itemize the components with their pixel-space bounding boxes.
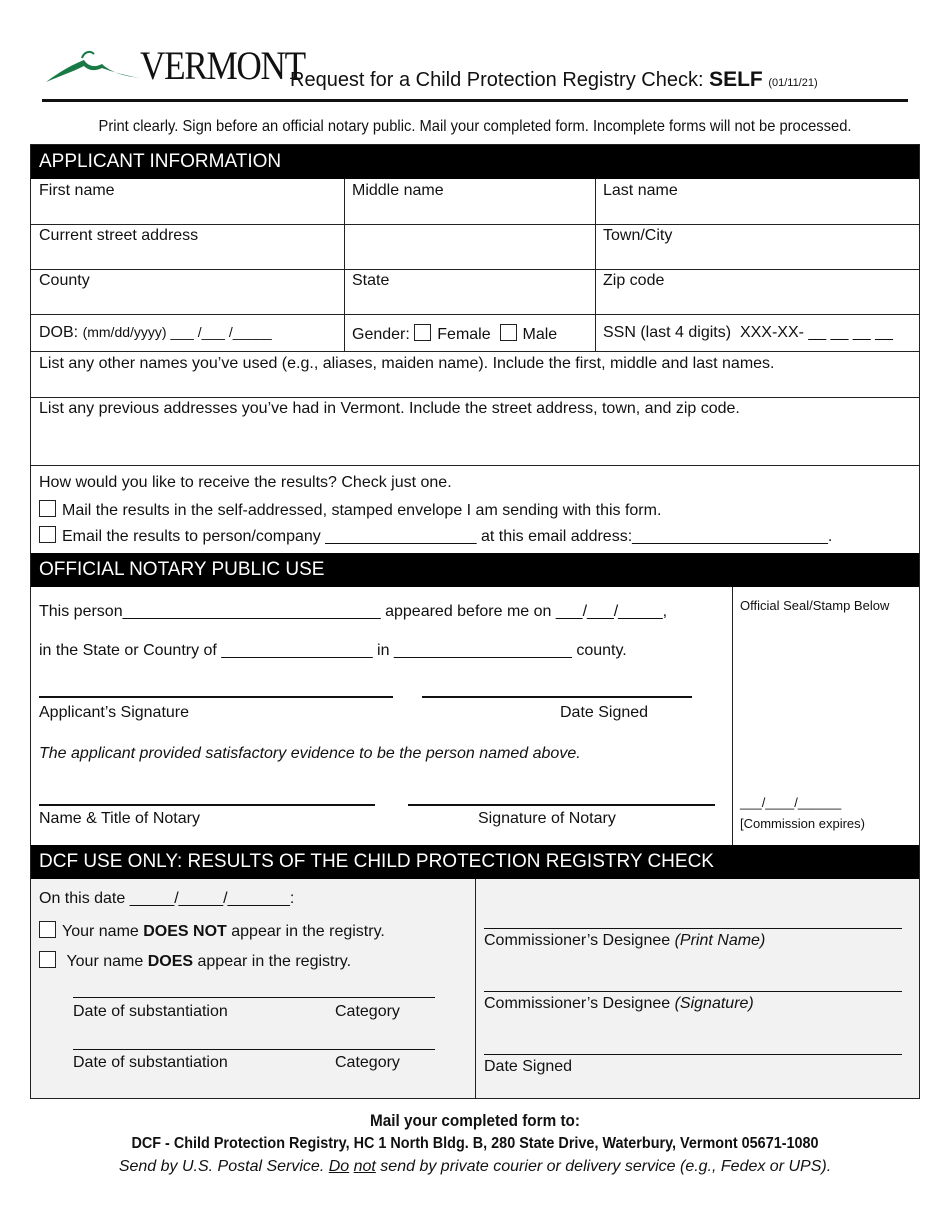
dcf-date-signed-label: Date Signed <box>484 1058 573 1075</box>
mail-to-heading: Mail your completed form to: <box>370 1111 580 1130</box>
notary-section-header: OFFICIAL NOTARY PUBLIC USE <box>31 553 919 587</box>
county-field[interactable]: County <box>39 272 90 289</box>
female-checkbox[interactable] <box>414 324 431 341</box>
vermont-logo-mountain-icon <box>44 44 144 88</box>
male-checkbox[interactable] <box>500 324 517 341</box>
applicant-section-header: APPLICANT INFORMATION <box>31 145 919 179</box>
gender-field: Gender: Female Male <box>352 326 558 343</box>
request-form <box>30 144 920 1099</box>
last-name-field[interactable]: Last name <box>603 182 678 199</box>
dob-field[interactable]: DOB: (mm/dd/yyyy) ___ /___ /_____ <box>39 324 272 341</box>
commission-expires-label: [Commission expires) <box>740 816 865 831</box>
vermont-logo-text: VERMONT <box>140 43 305 88</box>
zip-code-field[interactable]: Zip code <box>603 272 665 289</box>
form-title: Request for a Child Protection Registry Check: SELF (01/11/21) <box>290 68 818 91</box>
does-not-appear-checkbox[interactable] <box>39 921 56 938</box>
email-results-option[interactable]: Email the results to person/company _________________ at this email address:______________________. <box>39 526 832 546</box>
category-label-1: Category <box>335 1003 400 1020</box>
middle-name-field[interactable]: Middle name <box>352 182 444 199</box>
substantiation-date-label-2: Date of substantiation <box>73 1054 228 1071</box>
mailing-address: DCF - Child Protection Registry, HC 1 North Bldg. B, 280 State Drive, Waterbury, Vermont 05671-1080 <box>131 1135 819 1152</box>
ssn-field[interactable]: SSN (last 4 digits) XXX-XX- __ __ __ __ <box>603 324 893 341</box>
previous-addresses-field[interactable]: List any previous addresses you’ve had in Vermont. Include the street address, town, and zip code. <box>39 400 740 417</box>
mail-results-option[interactable]: Mail the results in the self-addressed, stamped envelope I am sending with this form. <box>39 500 661 520</box>
category-label-2: Category <box>335 1054 400 1071</box>
official-seal-label: Official Seal/Stamp Below <box>740 598 890 613</box>
email-results-checkbox[interactable] <box>39 526 56 543</box>
applicant-date-signed-label: Date Signed <box>560 704 649 721</box>
instructions: Print clearly. Sign before an official notary public. Mail your completed form. Incomplete forms will not be processed. <box>98 118 852 135</box>
town-city-field[interactable]: Town/City <box>603 227 673 244</box>
notary-name-title-label: Name & Title of Notary <box>39 810 200 827</box>
header-rule <box>42 99 908 102</box>
substantiation-date-label-1: Date of substantiation <box>73 1003 228 1020</box>
does-appear-checkbox[interactable] <box>39 951 56 968</box>
other-names-field[interactable]: List any other names you’ve used (e.g., aliases, maiden name). Include the first, middle and last names. <box>39 355 775 372</box>
results-question: How would you like to receive the results? Check just one. <box>39 474 452 491</box>
evidence-statement: The applicant provided satisfactory evidence to be the person named above. <box>39 745 581 762</box>
first-name-field[interactable]: First name <box>39 182 115 199</box>
state-field[interactable]: State <box>352 272 390 289</box>
dcf-section-header: DCF USE ONLY: RESULTS OF THE CHILD PROTECTION REGISTRY CHECK <box>31 845 919 879</box>
postal-service-note: Send by U.S. Postal Service. Do not send by private courier or delivery service (e.g., Fedex or UPS). <box>118 1158 832 1175</box>
designee-print-name-label: Commissioner’s Designee (Print Name) <box>484 932 766 949</box>
designee-signature-label: Commissioner’s Designee (Signature) <box>484 995 754 1012</box>
notary-location-line[interactable]: in the State or Country of _________________ in ____________________ county. <box>39 642 627 659</box>
notary-person-line[interactable]: This person_____________________________ appeared before me on ___/___/_____, <box>39 603 668 620</box>
applicant-signature-label: Applicant’s Signature <box>39 704 190 721</box>
does-appear-option[interactable]: Your name DOES appear in the registry. <box>39 951 351 971</box>
does-not-appear-option[interactable]: Your name DOES NOT appear in the registry. <box>39 921 385 941</box>
commission-date-field[interactable]: ___/____/______ <box>740 795 842 810</box>
street-address-field[interactable]: Current street address <box>39 227 199 244</box>
dcf-date-field[interactable]: On this date _____/_____/_______: <box>39 890 295 907</box>
mail-results-checkbox[interactable] <box>39 500 56 517</box>
notary-signature-label: Signature of Notary <box>478 810 616 827</box>
